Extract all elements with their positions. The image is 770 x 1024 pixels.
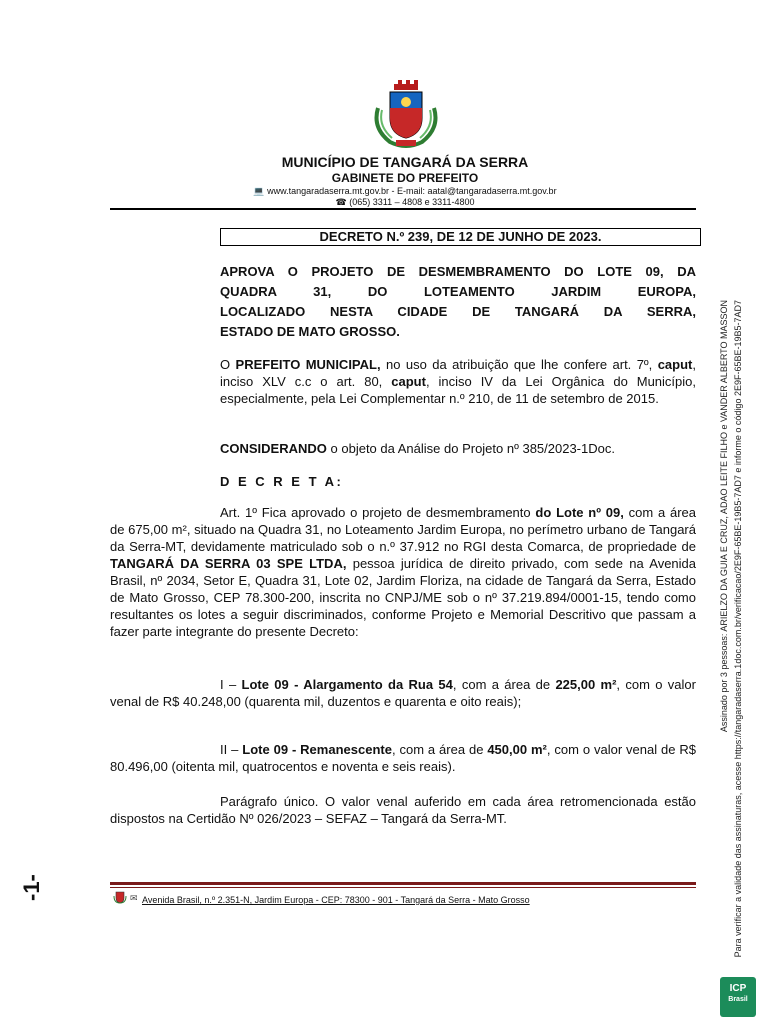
office-subtitle: GABINETE DO PREFEITO (331, 171, 479, 185)
contact-line (0, 186, 770, 197)
preamble-paragraph (220, 356, 696, 407)
text: , inciso XLV c.c o art. 80, (220, 357, 696, 389)
contact-text: www.tangaradaserra.mt.gov.br - E-mail: aatal@tangaradaserra.mt.gov.br (267, 186, 557, 196)
text: , inciso IV da Lei Orgânica do Município, especialmente, pela Lei Complementar n.º 210, de 11 de setembro de 2015. (220, 374, 696, 406)
phone-text: (065) 3311 – 4808 e 3311-4800 (349, 197, 475, 207)
article-1-paragraph (110, 504, 696, 640)
sole-paragraph (110, 793, 696, 827)
signature-verification-note (717, 300, 761, 968)
page-number: -1- (19, 874, 44, 901)
badge-top-text: ICP (729, 983, 747, 994)
bold-text: CONSIDERANDO (220, 441, 327, 456)
badge-bottom-text: Brasil (728, 996, 748, 1003)
text: II – (220, 742, 243, 757)
text: , com o valor venal de R$ 80.496,00 (oitenta mil, quatrocentos e noventa e seis reais). (110, 742, 696, 774)
bold-text: 225,00 m² (555, 677, 617, 692)
text: O (220, 357, 236, 372)
municipal-coat-of-arms (370, 78, 442, 150)
bold-text: caput (657, 357, 693, 372)
verification-link-line[interactable]: Para verificar a validade das assinaturas, acesse https://tangaradaserra.1doc.com.br/verificacao/2E9F-65BE-19B5-7AD7 e informe o código 2E9F-65BE-19B5-7AD7 (733, 300, 743, 958)
footer-crest-icon (113, 890, 127, 904)
text: pessoa jurídica de direito privado, com sede na Avenida Brasil, nº 2034, Setor E, Quadra 31, Lote 02, Jardim Floriza, na cidade de Tangará da Serra, Estado de Mato Grosso, CEP 78.300-200, inscrita no CNPJ/ME sob o nº 37.219.894/0001-15, tendo como resultantes os lotes a seguir discriminados, conforme Projeto e Memorial Descritivo que passam a fazer parte integrante do presente Decreto: (110, 556, 697, 639)
text: Art. 1º Fica aprovado o projeto de desmembramento (220, 505, 536, 520)
decree-summary (220, 262, 696, 342)
summary-line: LOCALIZADO NESTA CIDADE DE TANGARÁ DA SERRA, (220, 304, 696, 319)
phone-icon: ☎ (335, 197, 347, 207)
text: Parágrafo único. O valor venal auferido em cada área retromencionada estão dispostos na Certidão Nº 026/2023 – SEFAZ – Tangará da Serra-MT. (110, 794, 696, 826)
header-divider (110, 208, 696, 210)
bold-text: caput (391, 374, 426, 389)
item-i-paragraph (110, 676, 696, 710)
municipality-title: MUNICÍPIO DE TANGARÁ DA SERRA (281, 154, 529, 170)
text: , com o valor venal de R$ 40.248,00 (quarenta mil, duzentos e quarenta e oito reais); (110, 677, 696, 709)
bold-text: Lote 09 - Alargamento da Rua 54 (241, 677, 453, 692)
text: , com a área de (391, 742, 488, 757)
phone-line (0, 197, 770, 208)
computer-icon: 💻 (253, 186, 265, 196)
bold-text: TANGARÁ DA SERRA 03 SPE LTDA, (110, 556, 347, 571)
text: no uso da atribuição que lhe confere art. 7º, (380, 357, 658, 372)
footer-rule (110, 882, 696, 885)
item-ii-paragraph (110, 741, 696, 775)
summary-line: APROVA O PROJETO DE DESMEMBRAMENTO DO LOTE 09, DA (220, 264, 696, 279)
envelope-icon: ✉ (130, 893, 138, 903)
decree-title: DECRETO N.º 239, DE 12 DE JUNHO DE 2023. (220, 228, 701, 246)
decreta-heading: D E C R E T A: (220, 474, 344, 489)
icp-brasil-badge (720, 977, 756, 1017)
footer-rule-thin (110, 887, 696, 888)
text: o objeto da Análise do Projeto nº 385/2023-1Doc. (326, 441, 615, 456)
bold-text: 450,00 m² (487, 742, 547, 757)
text: , com a área de (452, 677, 556, 692)
text: com a área de 675,00 m², situado na Quadra 31, no Loteamento Jardim Europa, no perímetro urbano de Tangará da Serra-MT, devidamente matriculado sob o n.º 37.912 no RGI desta Comarca, de propriedade de (110, 505, 696, 554)
text: I – (220, 677, 242, 692)
considering-paragraph (220, 440, 696, 457)
footer-address: Avenida Brasil, n.º 2.351-N, Jardim Europa - CEP: 78300 - 901 - Tangará da Serra - Mato Grosso (142, 895, 530, 905)
bold-text: PREFEITO MUNICIPAL, (235, 357, 381, 372)
summary-line: ESTADO DE MATO GROSSO. (220, 324, 400, 339)
summary-line: QUADRA 31, DO LOTEAMENTO JARDIM EUROPA, (220, 284, 696, 299)
signers-line: Assinado por 3 pessoas: ARIELZO DA GUIA E CRUZ, ADAO LEITE FILHO e VANDER ALBERTO MASSON (719, 300, 729, 733)
bold-text: do Lote nº 09, (535, 505, 624, 520)
bold-text: Lote 09 - Remanescente (242, 742, 392, 757)
